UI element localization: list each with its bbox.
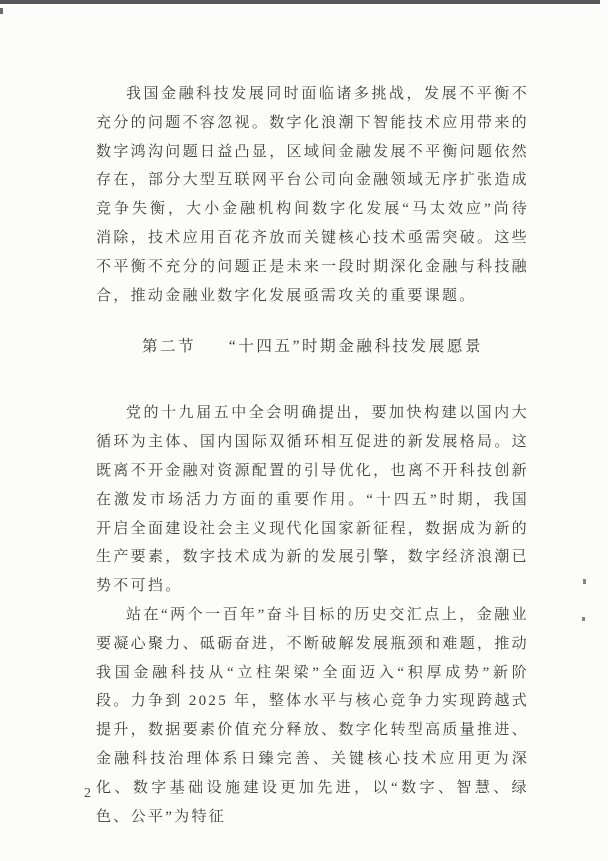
scan-speck bbox=[583, 579, 586, 584]
section-heading bbox=[96, 332, 529, 361]
scan-speck bbox=[0, 8, 3, 14]
section-title: “十四五”时期金融科技发展愿景 bbox=[228, 338, 484, 356]
page-content bbox=[96, 80, 529, 831]
scan-edge-artifact-top bbox=[0, 0, 600, 4]
section-number: 第二节 bbox=[141, 338, 197, 356]
page-number: 2 bbox=[84, 786, 91, 801]
body-paragraph-1: 党的十九届五中全会明确提出，要加快构建以国内大循环为主体、国内国际双循环相互促进的新发展格局。这既离不开金融对资源配置的引导优化，也离不开科技创新在激发市场活力方面的重要作用。“十四五”时期，我国开启全面建设社会主义现代化国家新征程，数据成为新的生产要素，数字技术成为新的发展引擎，数字经济浪潮已势不可挡。 bbox=[96, 405, 529, 595]
scan-speck bbox=[582, 617, 585, 621]
intro-paragraph: 我国金融科技发展同时面临诸多挑战，发展不平衡不充分的问题不容忽视。数字化浪潮下智能技术应用带来的数字鸿沟问题日益凸显，区域间金融发展不平衡问题依然存在，部分大型互联网平台公司向金融领域无序扩张造成竞争失衡，大小金融机构间数字化发展“马太效应”尚待消除，技术应用百花齐放而关键核心技术亟需突破。这些不平衡不充分的问题正是未来一段时期深化金融与科技融合，推动金融业数字化发展亟需攻关的重要课题。 bbox=[96, 86, 529, 304]
body-paragraph-2: 站在“两个一百年”奋斗目标的历史交汇点上，金融业要凝心聚力、砥砺奋进，不断破解发展瓶颈和难题，推动我国金融科技从“立柱架梁”全面迈入“积厚成势”新阶段。力争到 2025 年，整体水平与核心竞争力实现跨越式提升，数据要素价值充分释放、数字化转型高质量推进、金融科技治理体系日臻完善、关键核心技术应用更为深化、数字基础设施建设更加先进，以“数字、智慧、绿色、公平”为特征 bbox=[96, 606, 529, 825]
